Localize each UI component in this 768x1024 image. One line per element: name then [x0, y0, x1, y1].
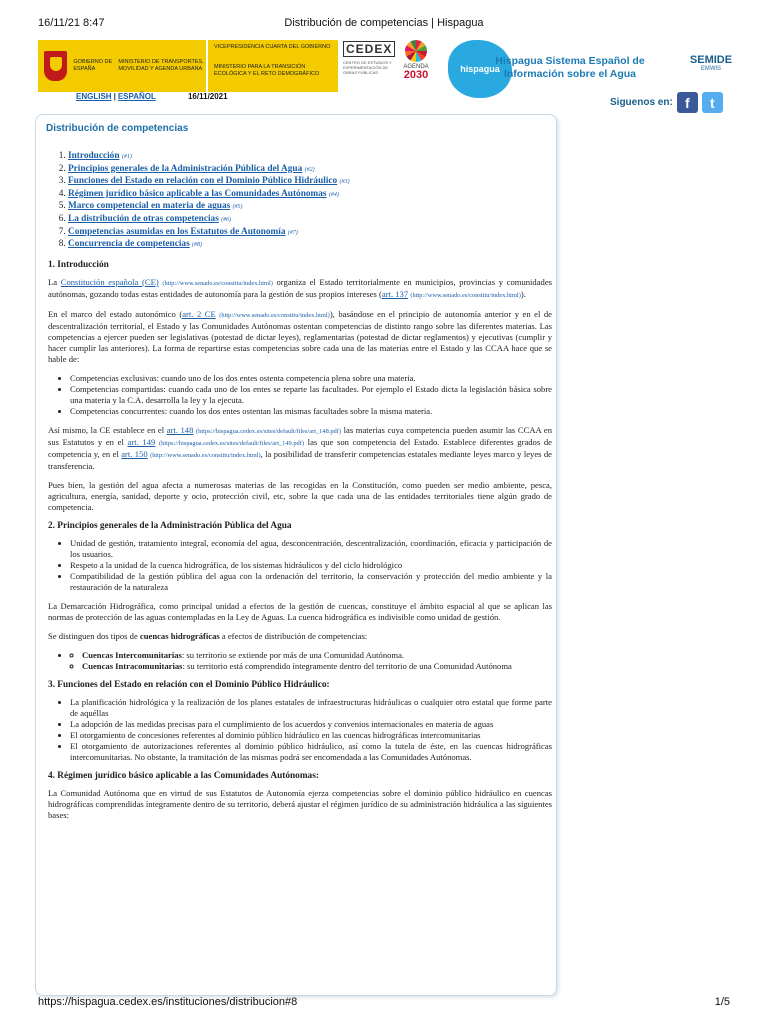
paragraph [48, 631, 552, 642]
toc-item [68, 227, 552, 240]
twitter-icon[interactable]: t [702, 92, 723, 113]
toc-ref: (#7) [287, 229, 298, 236]
lang-separator: | [113, 92, 116, 101]
list-item: • Compatibilidad de la gestión pública del agua con la ordenación del territorio, la conservación y protección del medio ambiente y la restauración de la naturaleza [70, 571, 552, 593]
url-ref[interactable]: (http://www.senado.es/constitu/index.html) [150, 451, 261, 459]
url-ref[interactable]: (https://hispagua.cedex.es/sites/default/files/art_149.pdf) [159, 439, 304, 447]
bold-text: Cuencas Intracomunitarias [82, 660, 183, 671]
paragraph: La Demarcación Hidrográfica, como principal unidad a efectos de la gestión de cuencas, constituye el ámbito espacial al que se aplican las normas de protección de las aguas contempladas en la Ley de Aguas. La cuenca hidrográfica es indivisible como unidad de gestión. [48, 600, 552, 622]
principios-list [48, 538, 552, 593]
facebook-icon[interactable]: f [677, 92, 698, 113]
toc-link-funciones[interactable]: Funciones del Estado en relación con el Dominio Público Hidráulico [68, 176, 338, 187]
section-heading-3: 3. Funciones del Estado en relación con el Dominio Público Hidráulico: [48, 679, 330, 690]
english-link[interactable]: ENGLISH [76, 92, 112, 101]
follow-label: Siguenos en: [610, 97, 673, 108]
print-page-title: Distribución de competencias | Hispagua [284, 17, 484, 29]
toc-ref: (#4) [328, 191, 339, 198]
toc-link-introduccion[interactable]: Introducción [68, 151, 120, 161]
spanish-link[interactable]: ESPAÑOL [117, 92, 156, 101]
paragraph [48, 277, 552, 301]
vicepresidency-label: VICEPRESIDENCIA CUARTA DEL GOBIERNO [214, 44, 331, 50]
toc-item [68, 201, 552, 214]
toc-link-marco[interactable]: Marco competencial en materia de aguas [68, 201, 231, 212]
gov-label: GOBIERNO DE ESPAÑA [73, 59, 113, 72]
page-number: 1/5 [714, 996, 730, 1008]
constitucion-link[interactable]: Constitución española (CE) [60, 276, 159, 287]
panel-title: Distribución de competencias [46, 123, 189, 134]
toc-ref: (#8) [192, 242, 203, 249]
toc-ref: (#1) [121, 154, 132, 160]
government-logo[interactable] [38, 40, 206, 92]
print-header [0, 17, 768, 31]
text: a efectos de distribución de competencias: [219, 630, 368, 641]
footer-url: https://hispagua.cedex.es/instituciones/distribucion#8 [38, 996, 298, 1008]
list-item: • El otorgamiento de concesiones referentes al dominio público hidráulico en las cuencas hidrográficas intercomunitarias [70, 730, 552, 741]
list-item: • El otorgamiento de autorizaciones referentes al dominio público hidráulico, así como la tutela de éste, en las cuencas hidrográficas intercomunitarias. No obstante, la tramitación de las mismas podrá ser encomendada a las Comunidades Autónomas. [70, 741, 552, 763]
url-ref[interactable]: (http://www.senado.es/constitu/index.html) [219, 311, 330, 319]
semide-wordmark: SEMIDE [689, 54, 733, 66]
section-heading-4: 4. Régimen jurídico básico aplicable a las Comunidades Autónomas: [48, 770, 319, 781]
hispagua-title: Hispagua Sistema Español de Información sobre el Agua [495, 55, 645, 80]
agenda-label: AGENDA [403, 64, 429, 70]
bold-text: cuencas hidrográficas [139, 630, 220, 641]
agenda-year: 2030 [403, 69, 429, 81]
text: las materias cuya competencia pueden asumir las CCAA en sus Estatutos y en el [48, 424, 552, 447]
section-heading-1: 1. Introducción [48, 259, 109, 270]
ministry-label: MINISTERIO DE TRANSPORTES, MOVILIDAD Y AGENDA URBANA [118, 59, 204, 72]
bold-text: Cuencas Intercomunitarias [82, 649, 182, 660]
list-item: • Unidad de gestión, tratamiento integral, economía del agua, desconcentración, descentralización, coordinación, eficacia y participación de los usuarios. [70, 538, 552, 560]
semide-subtitle: EMWIS [700, 66, 722, 72]
social-links [610, 92, 723, 113]
language-bar [76, 92, 228, 101]
text: , la posibilidad de transferir competencias estatales mediante leyes marco y leyes de transferencia. [48, 448, 552, 471]
list-item [82, 650, 552, 661]
list-item: • Competencias compartidas: cuando cada uno de los entes se reparte las facultades. Por ejemplo el Estado dicta la legislación básica sobre una materia y la C.A. desarrolla la ley y la ejecuta. [70, 384, 552, 406]
toc-item [68, 164, 552, 177]
text: : su territorio se extiende por más de una Comunidad Autónoma. [181, 649, 405, 660]
print-datetime: 16/11/21 8:47 [38, 17, 105, 29]
art-150-link[interactable]: art. 150 [121, 448, 148, 459]
paragraph: La Comunidad Autónoma que en virtud de sus Estatutos de Autonomía ejerza competencias sobre el dominio público hidráulico en cuencas hidrográficas comprendidas íntegramente dentro de su territorio, deberá ajustar el régimen jurídico de su administración hidráulica a las siguientes bases: [48, 787, 552, 820]
art-149-link[interactable]: art. 149 [127, 436, 156, 447]
list-item: • Competencias concurrentes: cuando los dos entes ostentan las mismas facultades sobre la misma materia. [70, 406, 552, 417]
toc-ref: (#6) [221, 216, 232, 223]
url-ref[interactable]: (http://www.senado.es/constitu/index.html) [410, 291, 521, 299]
paragraph: Pues bien, la gestión del agua afecta a numerosas materias de las recogidas en la Constitución, como pueden ser medio ambiente, pesca, agricultura, energía, sanidad, deporte y ocio, protección civil, etc, sobre la que cada una de las entidades territoriales tiene algún grado de competencia. [48, 479, 552, 512]
coat-of-arms-icon [44, 51, 67, 81]
ministry-ecological-label: MINISTERIO PARA LA TRANSICIÓN ECOLÓGICA Y EL RETO DEMOGRÁFICO [214, 64, 320, 77]
text: : su territorio está comprendido íntegramente dentro del territorio de una Comunidad Autónoma [182, 660, 512, 671]
toc-item [68, 239, 552, 252]
toc-ref: (#5) [232, 204, 243, 211]
art-148-link[interactable]: art. 148 [166, 424, 194, 435]
agenda-2030-logo[interactable] [396, 40, 436, 95]
text: Se distinguen dos tipos de [48, 630, 140, 641]
text: En el marco del estado autonómico ( [48, 308, 183, 319]
section-heading-2: 2. Principios generales de la Administración Pública del Agua [48, 520, 292, 531]
toc-link-principios[interactable]: Principios generales de la Administración Pública del Agua [68, 163, 303, 174]
toc-item [68, 176, 552, 189]
semide-logo[interactable] [686, 54, 736, 72]
current-date: 16/11/2021 [187, 92, 228, 101]
list-item [70, 650, 552, 672]
text: La [48, 276, 61, 287]
paragraph [48, 425, 552, 472]
list-item [82, 661, 552, 672]
toc-item [68, 189, 552, 202]
list-item: • Competencias exclusivas: cuando uno de los dos entes ostenta competencia plena sobre una materia. [70, 373, 552, 384]
cedex-logo[interactable] [343, 40, 393, 92]
competencias-list [48, 373, 552, 417]
text: organiza el Estado territorialmente en municipios, provincias y comunidades autónomas, gozando todas estas entidades de autonomía para la gestión de sus propios intereses ( [48, 276, 552, 299]
art-2-link[interactable]: art. 2 CE [182, 308, 216, 319]
list-item: • La planificación hidrológica y la realización de los planes estatales de infraestructuras hidráulicas o cualquier otro estatal que forme parte de aquéllas [70, 697, 552, 719]
cedex-subtitle: CENTRO DE ESTUDIOS Y EXPERIMENTACIÓN DE OBRAS PÚBLICAS [343, 60, 392, 75]
funciones-list [48, 697, 552, 763]
cedex-wordmark: CEDEX [343, 41, 395, 57]
text: ). [520, 288, 526, 299]
print-footer [0, 996, 768, 1010]
sdg-wheel-icon [405, 40, 427, 62]
content-panel [35, 114, 557, 996]
article-content [48, 151, 552, 829]
toc-link-distribucion[interactable]: La distribución de otras competencias [68, 213, 219, 224]
hispagua-logo[interactable]: hispagua [448, 40, 512, 98]
paragraph [48, 309, 552, 365]
toc-link-regimen[interactable]: Régimen jurídico básico aplicable a las Comunidades Autónomas [68, 188, 327, 199]
list-item: • Respeto a la unidad de la cuenca hidrográfica, de los sistemas hidráulicos y del ciclo hidrológico [70, 560, 552, 571]
toc-ref: (#3) [339, 179, 350, 186]
art-137-link[interactable]: art. 137 [381, 288, 409, 299]
sub-list [70, 650, 552, 672]
table-of-contents [48, 151, 552, 252]
list-item: • La adopción de las medidas precisas para el cumplimiento de los acuerdos y convenios internacionales en materia de aguas [70, 719, 552, 730]
vicepresidency-logo[interactable] [208, 40, 338, 92]
text: Así mismo, la CE establece en el [48, 424, 167, 435]
toc-item [68, 151, 552, 164]
url-ref[interactable]: (https://hispagua.cedex.es/sites/default/files/art_148.pdf) [196, 427, 342, 435]
toc-link-estatutos[interactable]: Competencias asumidas en los Estatutos de Autonomía [68, 226, 286, 237]
toc-link-concurrencia[interactable]: Concurrencia de competencias [68, 239, 190, 250]
url-ref[interactable]: (http://www.senado.es/constitu/index.html) [162, 279, 273, 287]
cuencas-list [48, 650, 552, 672]
toc-ref: (#2) [304, 166, 315, 173]
text: ), basándose en el principio de autonomía anterior y en el de descentralización territorial, el Estado y las Comunidades Autónomas ostentan competencias de distinto rango sobre las diferentes materias. Las competencias a ejercer pueden ser legislativas (potestad de dictar leyes), reglamentarias (potestad de dictar reglamentos) y ejecutivas (cumplir y hacer cumplir las anteriores). La forma de repartirse estas competencias sobre cada una de las materias entre el Estado y las CCAA hace que se hable de: [48, 308, 552, 364]
text: las que son competencia del Estado. Establece diferentes grados de competencia y, en el [48, 436, 552, 459]
toc-item [68, 214, 552, 227]
